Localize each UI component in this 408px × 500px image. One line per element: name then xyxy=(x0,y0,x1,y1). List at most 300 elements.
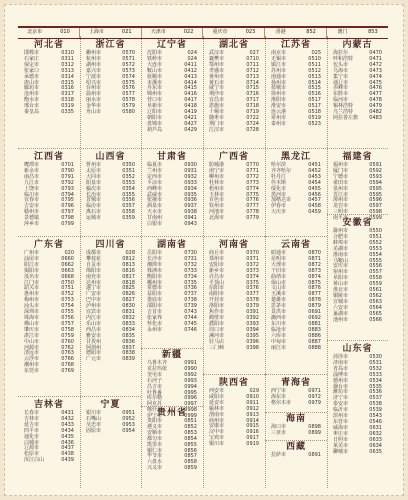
province-block-neimenggu xyxy=(327,40,388,146)
city-name: 沈阳市 xyxy=(147,50,163,56)
city-name: 枣庄市 xyxy=(333,430,349,437)
province-block-hainan xyxy=(265,414,327,440)
city-name: 保定市 xyxy=(24,61,40,68)
city-name: 宜昌市 xyxy=(209,97,225,104)
city-name: 天津市 xyxy=(150,29,166,35)
city-list xyxy=(80,163,141,222)
city-name: 扬州市 xyxy=(271,79,287,86)
city-name: 孝感市 xyxy=(209,67,225,74)
area-code: 0633 xyxy=(369,436,382,443)
area-code: 0931 xyxy=(184,167,197,174)
area-code: 0856 xyxy=(184,447,197,454)
area-code: 0459 xyxy=(308,209,321,216)
city-name: 德阳市 xyxy=(86,350,102,357)
area-code: 0731 xyxy=(184,255,197,262)
area-code: 0537 xyxy=(369,395,382,402)
city-row xyxy=(80,216,141,222)
city-row xyxy=(141,466,203,472)
city-name: 梅州市 xyxy=(24,297,40,304)
city-name: 鹤壁市 xyxy=(209,314,225,321)
city-name: 广安市 xyxy=(86,291,102,298)
city-name: 福州市 xyxy=(333,162,349,168)
area-code: 0317 xyxy=(61,91,74,98)
city-name: 云浮市 xyxy=(24,356,40,363)
area-code: 0357 xyxy=(122,203,135,210)
area-code: 0474 xyxy=(369,73,382,80)
city-name: 锦州市 xyxy=(147,91,163,98)
province-block-fujian xyxy=(327,152,388,222)
area-code: 0530 xyxy=(369,354,382,360)
city-name: 宝鸡市 xyxy=(209,435,225,442)
province-block-shaanxi xyxy=(203,378,265,476)
city-name: 安顺市 xyxy=(147,429,163,436)
city-name: 济宁市 xyxy=(333,395,349,402)
city-row xyxy=(265,431,327,437)
city-name: 延吉市 xyxy=(24,421,40,428)
city-row xyxy=(327,450,388,456)
area-code: 0416 xyxy=(184,91,197,98)
area-code: 0854 xyxy=(184,435,197,442)
city-name: 伊春市 xyxy=(271,203,287,210)
city-name: 牡丹江 xyxy=(271,173,287,180)
area-code: 0415 xyxy=(184,85,197,92)
city-name: 漯河市 xyxy=(209,332,225,339)
area-code: 0712 xyxy=(246,67,259,74)
province-block-liaoning xyxy=(141,40,203,146)
area-code: 0532 xyxy=(369,365,382,372)
city-name: 抚顺市 xyxy=(147,73,163,80)
area-code: 0552 xyxy=(369,239,382,246)
city-name: 临沧市 xyxy=(271,326,287,333)
area-code: 0473 xyxy=(369,67,382,74)
area-code: 0743 xyxy=(184,309,197,316)
province-name: 辽宁省 xyxy=(156,40,187,50)
city-name: 商丘市 xyxy=(209,250,225,256)
area-code: 0831 xyxy=(122,309,135,316)
area-code: 0872 xyxy=(308,261,321,268)
city-name: 东莞市 xyxy=(24,368,40,375)
city-name: 大同市 xyxy=(86,173,102,180)
area-code: 0766 xyxy=(61,356,74,363)
city-name: 景洪市 xyxy=(271,309,287,316)
area-code: 0735 xyxy=(184,279,197,286)
city-name: 广元市 xyxy=(86,356,102,363)
area-code: 0993 xyxy=(184,377,197,384)
city-name: 淄博市 xyxy=(333,371,349,378)
province-name: 海南 xyxy=(285,414,306,424)
province-block-gansu xyxy=(141,152,203,236)
area-code: 020 xyxy=(64,250,74,256)
area-code: 0692 xyxy=(308,314,321,321)
city-name: 石嘴山 xyxy=(86,415,102,422)
city-name: 青岛市 xyxy=(333,365,349,372)
city-name: 洛阳市 xyxy=(209,303,225,310)
area-code: 0719 xyxy=(246,109,259,116)
area-code: 0471 xyxy=(369,55,382,62)
city-name: 鄂州市 xyxy=(209,61,225,68)
area-code: 0566 xyxy=(369,316,382,323)
city-name: 贵阳市 xyxy=(147,418,163,424)
area-code: 0839 xyxy=(122,356,135,363)
area-code: 0477 xyxy=(369,91,382,98)
city-name: 荆沙市 xyxy=(209,91,225,98)
city-name: 镇江市 xyxy=(271,61,287,68)
city-name: 遂宁市 xyxy=(86,285,102,292)
area-code: 0791 xyxy=(61,173,74,180)
city-row xyxy=(265,401,327,407)
city-name: 徐州市 xyxy=(271,91,287,98)
city-row xyxy=(18,369,80,375)
area-code: 0773 xyxy=(246,179,259,186)
area-code: 0432 xyxy=(61,415,74,422)
city-name: 邵阳市 xyxy=(147,303,163,310)
city-list xyxy=(265,453,327,459)
city-name: 营口市 xyxy=(147,97,163,104)
province-name: 青海省 xyxy=(280,378,311,388)
city-name: 郑州市 xyxy=(209,255,225,262)
city-name: 周口市 xyxy=(209,326,225,333)
area-code: 0595 xyxy=(369,185,382,192)
city-name: 南京市 xyxy=(271,50,287,56)
city-name: 汕头市 xyxy=(24,303,40,310)
area-code: 0876 xyxy=(308,285,321,292)
area-code: 0691 xyxy=(308,309,321,316)
city-name: 咸阳市 xyxy=(209,393,225,400)
city-name: 佳木斯 xyxy=(271,179,287,186)
city-name: 衡水市 xyxy=(24,97,40,104)
area-code: 0513 xyxy=(308,73,321,80)
area-code: 0912 xyxy=(246,405,259,412)
city-name: 武汉市 xyxy=(209,50,225,56)
city-name: 滨州市 xyxy=(333,413,349,420)
area-code: 0739 xyxy=(184,303,197,310)
city-name: 黄石市 xyxy=(209,79,225,86)
area-code: 025 xyxy=(311,50,321,56)
province-block-xizang xyxy=(265,442,327,476)
area-code: 0592 xyxy=(369,167,382,174)
city-list xyxy=(265,425,327,437)
city-name: 莆田市 xyxy=(333,179,349,186)
city-name: 西昌市 xyxy=(86,326,102,333)
area-code: 0439 xyxy=(61,457,74,464)
city-name: 六库市 xyxy=(271,332,287,339)
area-code: 0536 xyxy=(369,389,382,396)
city-name: 河源市 xyxy=(24,344,40,351)
area-code: 0871 xyxy=(308,255,321,262)
area-code: 0771 xyxy=(246,167,259,174)
area-code: 0512 xyxy=(308,67,321,74)
area-code: 0518 xyxy=(308,109,321,116)
city-name: 郴州市 xyxy=(147,279,163,286)
row-divider xyxy=(18,236,265,237)
area-code: 0736 xyxy=(184,285,197,292)
area-code: 0355 xyxy=(122,191,135,198)
area-code: 0951 xyxy=(122,410,135,416)
area-code: 027 xyxy=(249,50,259,56)
city-name: 三门峡 xyxy=(209,344,225,351)
area-code: 0316 xyxy=(61,85,74,92)
city-name: 江汉市 xyxy=(209,126,225,133)
city-name: 达州市 xyxy=(86,279,102,286)
province-block-hunan xyxy=(141,240,203,348)
area-code: 0561 xyxy=(369,287,382,294)
area-code: 0663 xyxy=(61,267,74,274)
area-code: 0933 xyxy=(184,179,197,186)
city-name: 临沂市 xyxy=(333,407,349,414)
area-code: 0734 xyxy=(184,273,197,280)
area-code: 0997 xyxy=(184,401,197,408)
city-name: 北京市 xyxy=(27,29,43,35)
area-code: 0578 xyxy=(122,97,135,104)
area-code: 0745 xyxy=(184,320,197,327)
province-block-hebei xyxy=(18,40,80,146)
area-code: 0857 xyxy=(184,453,197,460)
city-name: 荆门市 xyxy=(209,120,225,127)
city-name: 汉中市 xyxy=(209,429,225,436)
city-name: 乐山市 xyxy=(86,320,102,327)
city-name: 韶关市 xyxy=(24,285,40,292)
area-code: 0557 xyxy=(369,269,382,276)
area-code: 0371 xyxy=(246,255,259,262)
area-code: 0571 xyxy=(122,55,135,62)
area-code: 0352 xyxy=(122,173,135,180)
header-cell xyxy=(80,28,142,38)
area-code: 0879 xyxy=(308,303,321,310)
city-name: 深圳市 xyxy=(24,309,40,316)
area-code: 0539 xyxy=(369,407,382,414)
area-code: 0812 xyxy=(122,255,135,262)
city-name: 白城市 xyxy=(24,439,40,446)
city-name: 临夏市 xyxy=(147,162,163,168)
city-name: 平凉市 xyxy=(147,179,163,186)
city-name: 阜阳市 xyxy=(333,275,349,282)
city-name: 浑江白山 xyxy=(24,457,45,464)
city-name: 长春市 xyxy=(24,410,40,416)
area-code: 0351 xyxy=(122,167,135,174)
city-name: 武威市 xyxy=(147,191,163,198)
area-code: 0593 xyxy=(369,173,382,180)
area-code: 0883 xyxy=(308,326,321,333)
area-code: 0591 xyxy=(369,162,382,168)
city-name: 连云港 xyxy=(271,109,287,116)
city-name: 绍兴市 xyxy=(86,79,102,86)
city-name: 个旧市 xyxy=(271,267,287,274)
province-block-zhejiang xyxy=(80,40,141,146)
area-code: 0774 xyxy=(246,185,259,192)
city-name: 海东市 xyxy=(271,393,287,400)
area-code: 0995 xyxy=(184,389,197,396)
area-code: 021 xyxy=(122,29,132,35)
area-code: 0996 xyxy=(184,395,197,402)
city-name: 聊城市 xyxy=(333,448,349,455)
city-name: 江门市 xyxy=(24,279,40,286)
area-code: 0594 xyxy=(369,179,382,186)
area-code: 0779 xyxy=(246,215,259,222)
area-code: 0934 xyxy=(184,185,197,192)
city-name: 张家界 xyxy=(147,314,163,321)
city-name: 秦皇岛 xyxy=(24,109,40,116)
city-name: 松原市 xyxy=(24,451,40,458)
area-code: 0713 xyxy=(246,73,259,80)
area-code: 0772 xyxy=(246,173,259,180)
city-row xyxy=(265,453,327,459)
city-name: 马鞍山 xyxy=(333,257,349,264)
area-code: 0311 xyxy=(61,55,74,62)
city-name: 肇庆市 xyxy=(24,326,40,333)
city-name: 萍乡市 xyxy=(24,221,40,228)
area-code: 0395 xyxy=(246,332,259,339)
city-name: 包头市 xyxy=(333,61,349,68)
city-name: 防城港 xyxy=(209,162,225,168)
city-name: 乌鲁木齐 xyxy=(147,360,168,366)
area-code: 0881 xyxy=(308,320,321,327)
city-name: 长治市 xyxy=(86,191,102,198)
city-name: 南通市 xyxy=(271,73,287,80)
row-divider xyxy=(265,440,327,441)
area-code: 0763 xyxy=(61,350,74,357)
city-name: 百色市 xyxy=(209,197,225,204)
city-name: 绵阳市 xyxy=(86,267,102,274)
area-code: 0437 xyxy=(61,445,74,452)
city-name: 天水市 xyxy=(147,209,163,216)
area-code: 0398 xyxy=(246,344,259,351)
area-code: 0419 xyxy=(184,109,197,116)
city-name: 柳州市 xyxy=(209,173,225,180)
area-code: 0715 xyxy=(246,85,259,92)
city-name: 吉林市 xyxy=(24,415,40,422)
city-name: 合肥市 xyxy=(333,233,349,240)
area-code: 0759 xyxy=(61,332,74,339)
area-code: 0744 xyxy=(184,314,197,321)
province-name: 广东省 xyxy=(33,240,64,250)
area-code: 0930 xyxy=(184,162,197,168)
province-name: 江苏省 xyxy=(280,40,311,50)
area-code: 0790 xyxy=(61,167,74,174)
city-list xyxy=(265,251,327,351)
city-name: 格尔木市 xyxy=(271,399,292,406)
area-code: 0378 xyxy=(246,297,259,304)
area-code: 028 xyxy=(125,250,135,256)
city-name: 随枣市 xyxy=(209,114,225,121)
province-name: 云南省 xyxy=(280,240,311,250)
area-code: 0438 xyxy=(61,451,74,458)
area-code: 0538 xyxy=(369,401,382,408)
city-name: 通辽市 xyxy=(333,79,349,86)
area-code: 0972 xyxy=(308,393,321,400)
area-code: 0914 xyxy=(246,417,259,424)
row-divider xyxy=(18,396,141,397)
city-name: 鹰潭市 xyxy=(24,162,40,168)
province-block-ningxia xyxy=(80,400,141,476)
city-name: 曲靖市 xyxy=(271,273,287,280)
area-code: 0853 xyxy=(184,429,197,436)
city-name: 南充市 xyxy=(86,273,102,280)
city-name: 榆林市 xyxy=(209,405,225,412)
city-name: 拉萨市 xyxy=(271,452,287,458)
area-code: 0476 xyxy=(369,85,382,92)
city-name: 太原市 xyxy=(86,167,102,174)
city-name: 德州市 xyxy=(333,377,349,384)
area-code: 0952 xyxy=(122,415,135,422)
city-name: 成都市 xyxy=(86,250,102,256)
area-code: 0543 xyxy=(369,413,382,420)
city-name: 苏州市 xyxy=(271,67,287,74)
city-name: 承德市 xyxy=(24,73,40,80)
area-code: 0999 xyxy=(184,413,197,420)
area-code: 0570 xyxy=(122,50,135,56)
area-code: 0870 xyxy=(308,250,321,256)
area-code: 0855 xyxy=(184,441,197,448)
area-code: 0990 xyxy=(184,365,197,372)
area-code: 0392 xyxy=(246,314,259,321)
city-name: 辽阳市 xyxy=(147,109,163,116)
area-code: 0760 xyxy=(61,338,74,345)
city-list xyxy=(203,163,265,222)
area-code: 0992 xyxy=(184,371,197,378)
province-block-guangdong xyxy=(18,240,80,396)
province-block-shandong xyxy=(327,344,388,476)
city-name: 常德市 xyxy=(147,285,163,292)
area-code: 0564 xyxy=(369,304,382,311)
area-code: 0478 xyxy=(369,97,382,104)
city-name: 焦作市 xyxy=(209,309,225,316)
area-code: 0722 xyxy=(246,114,259,121)
area-code: 0733 xyxy=(184,267,197,274)
city-name: 吐鲁番 xyxy=(147,389,163,396)
city-name: 张掖市 xyxy=(147,197,163,204)
area-code: 0635 xyxy=(369,448,382,455)
province-name: 西藏 xyxy=(285,442,306,452)
area-code: 0534 xyxy=(369,377,382,384)
area-code: 0941 xyxy=(184,215,197,222)
city-name: 汕尾市 xyxy=(24,255,40,262)
city-name: 中甸市 xyxy=(271,338,287,345)
area-code: 0472 xyxy=(369,61,382,68)
area-code: 0755 xyxy=(61,309,74,316)
city-name: 淮南市 xyxy=(333,251,349,258)
city-name: 湘潭市 xyxy=(147,261,163,268)
city-list xyxy=(265,389,327,407)
city-name: 六安市 xyxy=(333,304,349,311)
area-code: 0580 xyxy=(122,109,135,116)
area-code: 0427 xyxy=(184,120,197,127)
city-name: 晋城市 xyxy=(86,197,102,204)
area-code: 0356 xyxy=(122,197,135,204)
city-name: 巢湖市 xyxy=(333,310,349,317)
city-row xyxy=(327,116,388,122)
area-code: 0595 xyxy=(369,191,382,198)
city-list xyxy=(265,163,327,216)
city-name: 内江市 xyxy=(86,314,102,321)
city-name: 酒泉市 xyxy=(147,203,163,210)
area-code: 0429 xyxy=(184,126,197,133)
area-code: 0531 xyxy=(369,359,382,366)
area-code: 0556 xyxy=(369,263,382,270)
city-name: 怀化市 xyxy=(147,320,163,327)
city-name: 重庆市 xyxy=(212,29,228,35)
area-code: 0793 xyxy=(61,185,74,192)
city-name: 集宁市 xyxy=(333,73,349,80)
city-row xyxy=(141,128,203,134)
area-code: 0899 xyxy=(308,429,321,436)
city-name: 日照市 xyxy=(333,436,349,443)
area-code: 0598 xyxy=(369,209,382,216)
city-name: 黄州市 xyxy=(209,73,225,80)
city-row xyxy=(141,222,203,228)
area-code: 0795 xyxy=(61,197,74,204)
city-list xyxy=(80,51,141,116)
province-name: 湖北省 xyxy=(218,40,249,50)
